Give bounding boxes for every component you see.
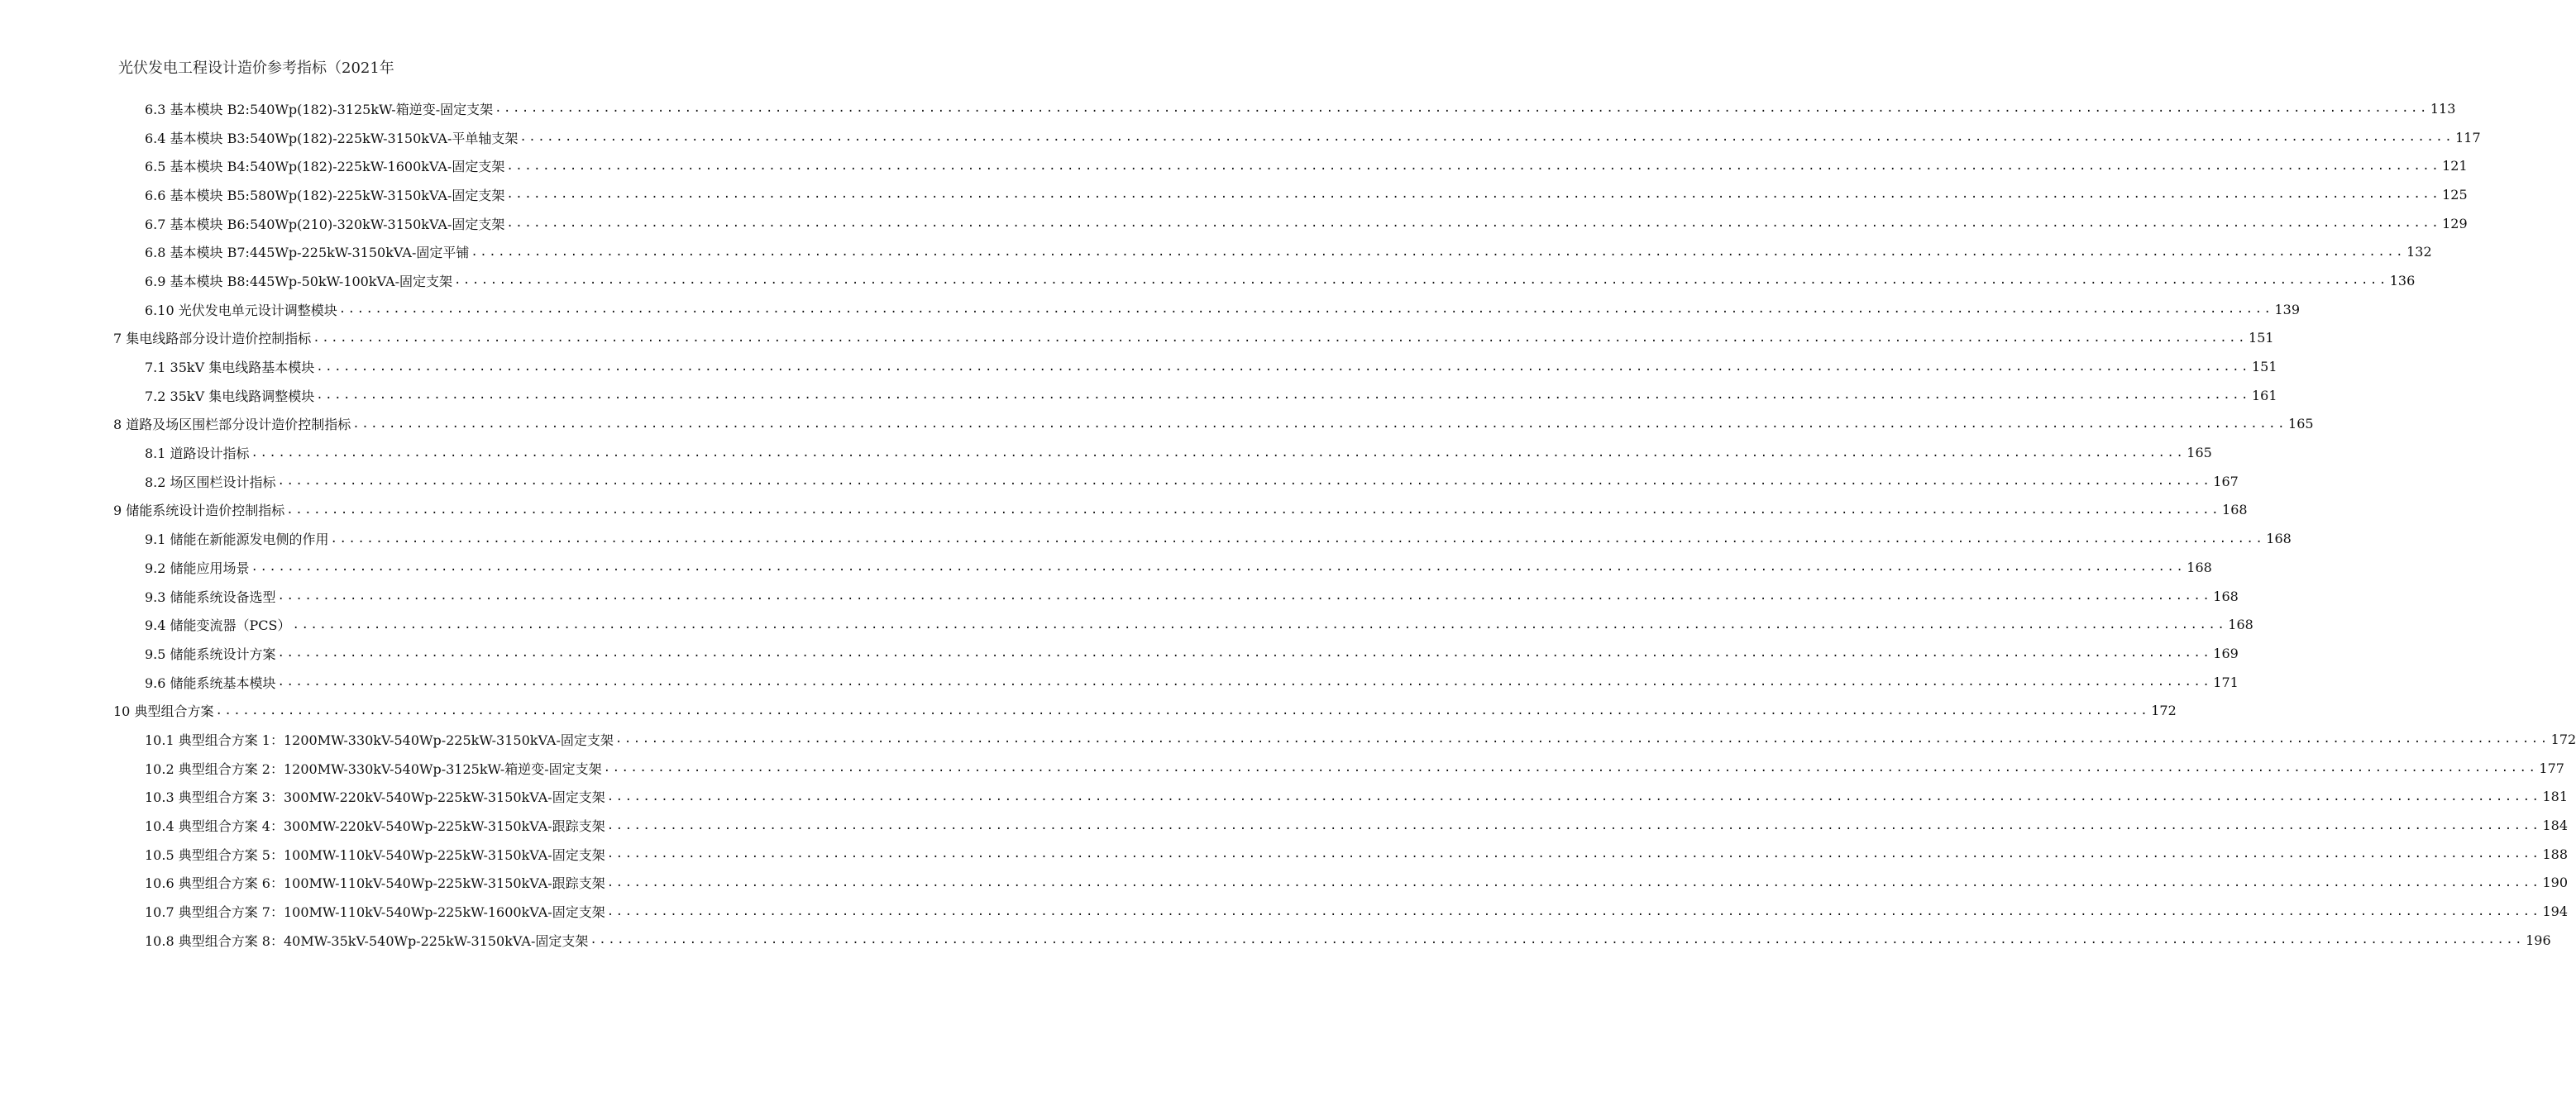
- toc-entry-page-number: 113: [2430, 100, 2456, 117]
- toc-entry-title: 6.3 基本模块 B2:540Wp(182)-3125kW-箱逆变-固定支架: [145, 99, 495, 118]
- toc-entry-title: 6.7 基本模块 B6:540Wp(210)-320kW-3150kVA-固定支架: [145, 214, 506, 233]
- toc-entry-title: 8.2 场区围栏设计指标: [145, 472, 278, 491]
- toc-entry[interactable]: [0, 725, 2576, 754]
- toc-entry-title: 10.2 典型组合方案 2：1200MW-330kV-540Wp-3125kW-箱逆变-固定支架: [145, 759, 604, 778]
- dot-leader: [495, 102, 2429, 115]
- toc-entry-title: 10.8 典型组合方案 8：40MW-35kV-540Wp-225kW-3150kVA-固定支架: [145, 931, 590, 950]
- toc-entry[interactable]: [0, 553, 2212, 582]
- toc-entry[interactable]: [0, 840, 2569, 869]
- toc-entry-page-number: 165: [2186, 445, 2212, 461]
- toc-entry[interactable]: [0, 869, 2569, 898]
- dot-leader: [251, 560, 2186, 574]
- toc-entry-page-number: 132: [2406, 244, 2432, 260]
- toc-entry[interactable]: [0, 180, 2468, 209]
- toc-entry[interactable]: [0, 639, 2239, 668]
- toc-entry[interactable]: [0, 237, 2432, 266]
- dot-leader: [278, 646, 2212, 660]
- toc-entry[interactable]: [0, 610, 2253, 639]
- toc-entry[interactable]: [0, 324, 2274, 353]
- toc-entry-page-number: 196: [2526, 932, 2551, 948]
- toc-entry-title: 9.3 储能系统设备选型: [145, 587, 278, 606]
- table-of-contents: [0, 94, 2576, 955]
- dot-leader: [604, 761, 2538, 775]
- dot-leader: [293, 618, 2227, 632]
- dot-leader: [607, 847, 2541, 861]
- dot-leader: [519, 131, 2454, 144]
- dot-leader: [316, 360, 2250, 374]
- toc-entry-page-number: 168: [2186, 559, 2212, 575]
- dot-leader: [615, 732, 2550, 746]
- toc-entry[interactable]: [0, 352, 2277, 381]
- dot-leader: [506, 217, 2440, 230]
- toc-entry-page-number: 168: [2228, 617, 2253, 633]
- toc-entry[interactable]: [0, 811, 2569, 840]
- dot-leader: [471, 246, 2405, 259]
- toc-entry-page-number: 117: [2455, 129, 2481, 145]
- toc-entry-title: 6.9 基本模块 B8:445Wp-50kW-100kVA-固定支架: [145, 271, 454, 290]
- dot-leader: [215, 704, 2149, 718]
- toc-entry[interactable]: [0, 438, 2212, 467]
- dot-leader: [331, 532, 2265, 546]
- toc-entry-title: 6.6 基本模块 B5:580Wp(182)-225kW-3150kVA-固定支架: [145, 185, 506, 204]
- toc-entry-title: 10.6 典型组合方案 6：100MW-110kV-540Wp-225kW-3150kVA-跟踪支架: [145, 873, 607, 892]
- toc-entry-title: 9.1 储能在新能源发电侧的作用: [145, 529, 331, 548]
- toc-entry-page-number: 184: [2542, 818, 2569, 834]
- toc-entry-title: 8 道路及场区围栏部分设计造价控制指标: [113, 414, 352, 433]
- toc-entry-page-number: 188: [2542, 846, 2569, 862]
- toc-entry[interactable]: [0, 926, 2551, 955]
- toc-entry-title: 7 集电线路部分设计造价控制指标: [113, 328, 313, 347]
- dot-leader: [278, 675, 2212, 689]
- toc-entry-page-number: 139: [2274, 301, 2301, 317]
- toc-entry-page-number: 151: [2251, 359, 2277, 375]
- dot-leader: [607, 819, 2541, 832]
- toc-entry-page-number: 177: [2539, 760, 2564, 776]
- toc-entry-title: 9.4 储能变流器（PCS）: [145, 615, 293, 634]
- dot-leader: [607, 905, 2541, 918]
- toc-entry-title: 7.1 35kV 集电线路基本模块: [145, 357, 316, 376]
- toc-entry[interactable]: [0, 209, 2468, 238]
- toc-entry[interactable]: [0, 582, 2239, 611]
- toc-entry-title: 10.3 典型组合方案 3：300MW-220kV-540Wp-225kW-3150kVA-固定支架: [145, 787, 607, 806]
- toc-entry-title: 10 典型组合方案: [113, 701, 215, 720]
- toc-entry-page-number: 172: [2550, 731, 2576, 747]
- toc-entry-page-number: 181: [2542, 789, 2569, 805]
- toc-entry[interactable]: [0, 381, 2277, 410]
- toc-entry-page-number: 190: [2542, 875, 2569, 891]
- dot-leader: [607, 790, 2541, 803]
- toc-entry-page-number: 172: [2151, 703, 2177, 719]
- toc-entry-title: 8.1 道路设计指标: [145, 443, 251, 462]
- toc-entry-title: 10.1 典型组合方案 1：1200MW-330kV-540Wp-225kW-3150kVA-固定支架: [145, 730, 615, 749]
- toc-entry-title: 9.6 储能系统基本模块: [145, 673, 278, 692]
- toc-entry-page-number: 165: [2288, 416, 2314, 432]
- toc-entry-page-number: 129: [2442, 215, 2468, 231]
- dot-leader: [278, 474, 2212, 488]
- toc-entry-title: 9 储能系统设计造价控制指标: [113, 500, 286, 519]
- toc-entry-title: 9.2 储能应用场景: [145, 558, 251, 577]
- toc-entry-page-number: 151: [2249, 330, 2274, 346]
- toc-entry-title: 9.5 储能系统设计方案: [145, 644, 278, 663]
- toc-entry-title: 10.4 典型组合方案 4：300MW-220kV-540Wp-225kW-3150kVA-跟踪支架: [145, 816, 607, 835]
- toc-entry-page-number: 136: [2389, 272, 2416, 288]
- toc-entry[interactable]: [0, 295, 2301, 324]
- dot-leader: [454, 274, 2388, 287]
- toc-entry[interactable]: [0, 496, 2248, 525]
- toc-entry-title: 6.10 光伏发电单元设计调整模块: [145, 300, 339, 319]
- toc-entry-page-number: 171: [2213, 674, 2239, 690]
- toc-entry[interactable]: [0, 94, 2456, 123]
- dot-leader: [590, 933, 2524, 946]
- toc-entry[interactable]: [0, 754, 2564, 783]
- running-header: 光伏发电工程设计造价参考指标（2021年: [118, 60, 394, 77]
- toc-entry[interactable]: [0, 524, 2292, 553]
- toc-entry-title: 7.2 35kV 集电线路调整模块: [145, 386, 316, 405]
- toc-entry-page-number: 168: [2266, 531, 2292, 547]
- toc-entry-page-number: 168: [2222, 502, 2248, 518]
- toc-entry-page-number: 194: [2542, 904, 2569, 920]
- dot-leader: [352, 417, 2287, 431]
- toc-entry[interactable]: [0, 467, 2239, 496]
- dot-leader: [278, 589, 2212, 603]
- toc-entry-page-number: 167: [2213, 473, 2239, 489]
- toc-entry-title: 10.5 典型组合方案 5：100MW-110kV-540Wp-225kW-3150kVA-固定支架: [145, 845, 607, 864]
- toc-entry-page-number: 121: [2442, 158, 2468, 174]
- toc-entry-title: 10.7 典型组合方案 7：100MW-110kV-540Wp-225kW-1600kVA-固定支架: [145, 902, 607, 921]
- toc-entry-page-number: 125: [2442, 186, 2468, 203]
- toc-entry[interactable]: [0, 696, 2177, 725]
- toc-entry-page-number: 168: [2213, 588, 2239, 604]
- toc-entry[interactable]: [0, 123, 2481, 152]
- toc-entry[interactable]: [0, 266, 2416, 295]
- toc-entry-title: 6.4 基本模块 B3:540Wp(182)-225kW-3150kVA-平单轴支架: [145, 128, 519, 147]
- dot-leader: [607, 876, 2541, 889]
- dot-leader: [313, 331, 2247, 345]
- toc-entry-title: 6.5 基本模块 B4:540Wp(182)-225kW-1600kVA-固定支架: [145, 156, 506, 175]
- dot-leader: [506, 188, 2440, 201]
- dot-leader: [251, 446, 2186, 460]
- toc-entry[interactable]: [0, 897, 2569, 926]
- toc-entry-page-number: 161: [2251, 387, 2277, 403]
- dot-leader: [316, 389, 2250, 402]
- dot-leader: [506, 160, 2440, 173]
- toc-entry[interactable]: [0, 151, 2468, 180]
- dot-leader: [339, 303, 2273, 316]
- toc-entry-page-number: 169: [2213, 645, 2239, 661]
- toc-entry[interactable]: [0, 668, 2239, 697]
- toc-entry[interactable]: [0, 783, 2569, 812]
- toc-entry-title: 6.8 基本模块 B7:445Wp-225kW-3150kVA-固定平铺: [145, 242, 471, 261]
- toc-entry[interactable]: [0, 410, 2314, 439]
- dot-leader: [286, 503, 2220, 517]
